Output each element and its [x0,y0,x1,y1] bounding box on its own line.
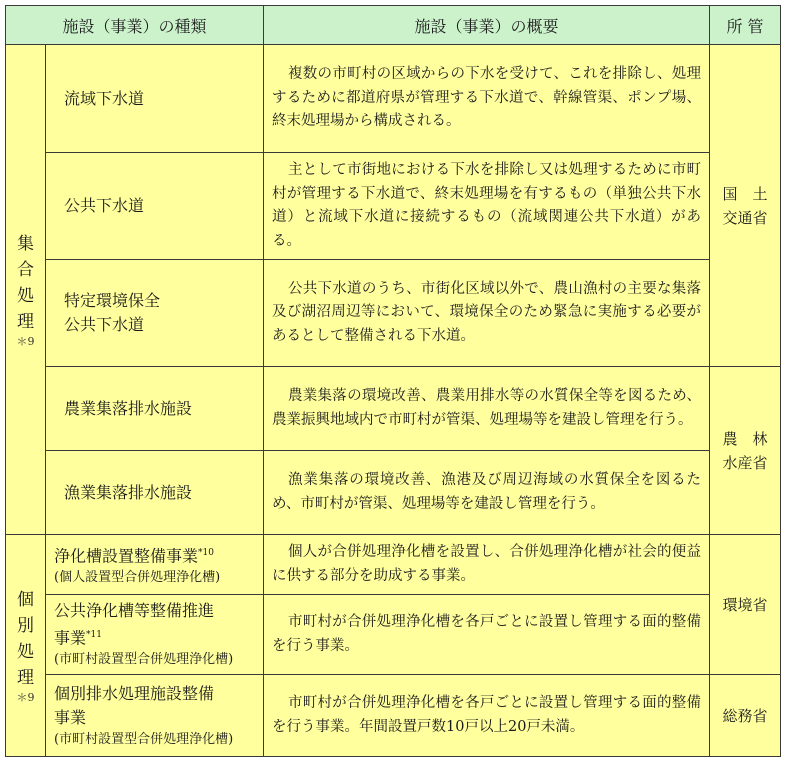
table-row [6,153,781,260]
ministry-mic: 総務省 [710,675,781,757]
category-note: ＊9 [16,691,35,704]
ministry-env: 環境省 [710,535,781,675]
facility-subtitle: (市町村設置型合併処理浄化槽) [54,652,234,668]
facility-name: 特定環境保全 公共下水道 [46,260,264,367]
table-row [6,367,781,451]
category-individual [6,535,46,757]
facility-name: 公共下水道 [46,153,264,260]
facility-description: 市町村が合併処理浄化槽を各戸ごとに設置し管理する面的整備を行う事業。 [264,595,710,675]
facility-name: 流域下水道 [46,45,264,153]
category-label: 集合処理 [17,234,34,332]
facility-subtitle: (個人設置型合併処理浄化槽) [54,570,221,586]
facility-description: 個人が合併処理浄化槽を設置し、合併処理浄化槽が社会的便益に供する部分を助成する事業。 [264,535,710,595]
facility-description: 農業集落の環境改善、農業用排水等の水質保全等を図るため、農業振興地域内で市町村が管渠、処理場等を建設し管理を行う。 [264,367,710,451]
facility-name: 公共浄化槽等整備推進 事業$^{*11}$ (市町村設置型合併処理浄化槽) [46,595,264,675]
category-note: ＊9 [16,335,35,348]
table-row [6,675,781,757]
ministry-maff: 農 林 水産省 [710,367,781,535]
table-row [6,535,781,595]
category-collective [6,45,46,535]
facility-description: 漁業集落の環境改善、漁港及び周辺海域の水質保全を図るため、市町村が管渠、処理場等を建設し管理を行う。 [264,451,710,535]
facility-name: 漁業集落排水施設 [46,451,264,535]
facility-subtitle: (市町村設置型合併処理浄化槽) [54,731,234,747]
facility-description: 主として市街地における下水を排除し又は処理するために市町村が管理する下水道で、終末処理場を有するもの（単独公共下水道）と流域下水道に接続するもの（流域関連公共下水道）がある。 [264,153,710,260]
header-row [6,6,781,45]
facility-description: 市町村が合併処理浄化槽を各戸ごとに設置し管理する面的整備を行う事業。年間設置戸数10戸以上20戸未満。 [264,675,710,757]
facility-description: 公共下水道のうち、市街化区域以外で、農山漁村の主要な集落及び湖沼周辺等において、環境保全のため緊急に実施する必要があるとして整備される下水道。 [264,260,710,367]
table-wrapper [5,5,781,757]
footnote-ref: *10 [198,547,214,558]
facility-name: 個別排水処理施設整備 事業 (市町村設置型合併処理浄化槽) [46,675,264,757]
table-row [6,45,781,153]
table-row [6,595,781,675]
footnote-ref: *11 [86,629,102,640]
header-overview: 施設（事業）の概要 [264,6,710,45]
category-label: 個別処理 [17,590,34,688]
facility-name: 農業集落排水施設 [46,367,264,451]
table-row [6,451,781,535]
header-ministry: 所 管 [710,6,781,45]
sewerage-classification-table [5,5,781,757]
table-row [6,260,781,367]
ministry-mlit: 国 土 交通省 [710,45,781,367]
facility-description: 複数の市町村の区域からの下水を受けて、これを排除し、処理するために都道府県が管理する下水道で、幹線管渠、ポンプ場、終末処理場から構成される。 [264,45,710,153]
header-type: 施設（事業）の種類 [6,6,264,45]
facility-name: 浄化槽設置整備事業$^{*10}$ (個人設置型合併処理浄化槽) [46,535,264,595]
